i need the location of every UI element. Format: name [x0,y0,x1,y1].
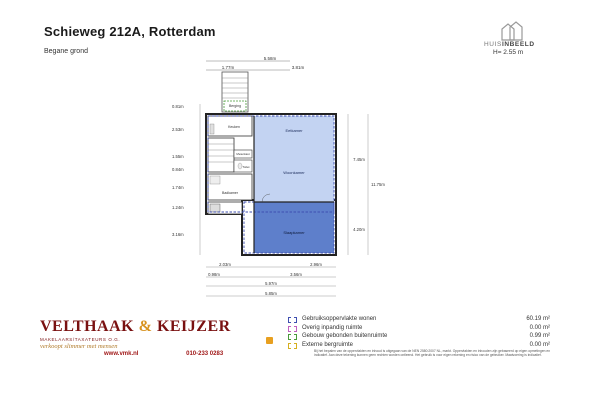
dim-top-total: 5.58m [263,56,277,61]
agency-contact [104,351,223,357]
dim-left-2: 2.53m [172,127,184,132]
legend-swatch-icon [288,317,297,323]
agency-website[interactable]: www.vmk.nl [104,351,139,357]
dim-bottom-left: 2.03m [219,262,231,267]
room-badkamer: Badkamer [222,191,238,195]
dim-top-right: 3.81m [291,65,305,70]
agency-name: VELTHAAK & KEIJZER [40,318,231,335]
logo-text: HUISINBEELD [484,41,535,48]
agency-tagline: verkoopt slimmer met mensen [40,343,118,350]
legend-swatch-icon [288,334,297,340]
floor-label: Begane grond [44,48,88,55]
agency-brand [40,318,240,368]
dim-left-6: 1.24m [172,205,184,210]
house-icon [484,20,544,42]
room-berging-top: Berging [228,104,242,108]
legend-row: Gebouw gebonden buitenruimte 0.99 m² [288,333,550,342]
huisinbeeld-logo [484,20,552,50]
legend-row: Gebruiksoppervlakte wonen 60.19 m² [288,316,550,325]
agency-phone: 010-233 0283 [186,351,224,357]
dim-top-left: 1.77m [221,65,235,70]
stairwell-room [208,138,234,172]
dim-left-1: 0.81m [172,104,184,109]
floor-plan [170,52,410,302]
badge-icon [266,337,273,344]
dim-bottom-inner-a: 0.98m [208,272,220,277]
disclaimer-text: Bij het bepalen van de oppervlakten en inhoud is uitgegaan van de NEN 2580:2007 NL, markt. Oppervlakten en inhouden zijn gebaseerd op eigen opmetingen en indicatief. Aan deze tekening kunnen geen rechten worden ontleend. Het gebruik is voor eigen rekening en risico van de gebruiker. Maatvoering is indicatief. [314,349,551,358]
dim-right-total: 11.75m [371,182,385,187]
legend-swatch-icon [288,343,297,349]
dim-left-3: 1.55m [172,154,184,159]
page-title: Schieweg 212A, Rotterdam [44,24,216,39]
legend-row: Externe bergruimte 0.00 m² [288,342,550,351]
dim-bottom-row2: 5.97m [265,281,277,286]
dim-left-4: 0.84m [172,167,184,172]
dim-bottom-inner-b: 3.56m [290,272,302,277]
ceiling-height: H= 2.55 m [493,49,524,56]
dim-left-7: 3.16m [172,232,184,237]
legend-swatch-icon [288,326,297,332]
bedroom-fill [254,202,334,253]
room-toilet: Toilet [242,165,250,169]
agency-subtitle: MAKELAARS/TAXATEURS O.G. [40,337,121,342]
dim-bottom-row3: 5.85m [265,291,277,296]
room-woonkamer: Woonkamer [283,170,305,175]
legend-row: Overig inpandig ruimte 0.00 m² [288,325,550,334]
room-keuken: Keuken [228,125,240,129]
room-meterkast: Meterkast [236,152,250,156]
room-eetkamer: Eetkamer [285,128,303,133]
dim-left-5: 1.74m [172,185,184,190]
floor-plan-drawing [170,52,410,302]
dim-right-lower: 4.20m [353,227,365,232]
area-legend [288,316,550,350]
room-slaapkamer: Slaapkamer [283,230,305,235]
dim-bottom-right: 2.96m [310,262,322,267]
dim-right-upper: 7.45m [353,157,365,162]
